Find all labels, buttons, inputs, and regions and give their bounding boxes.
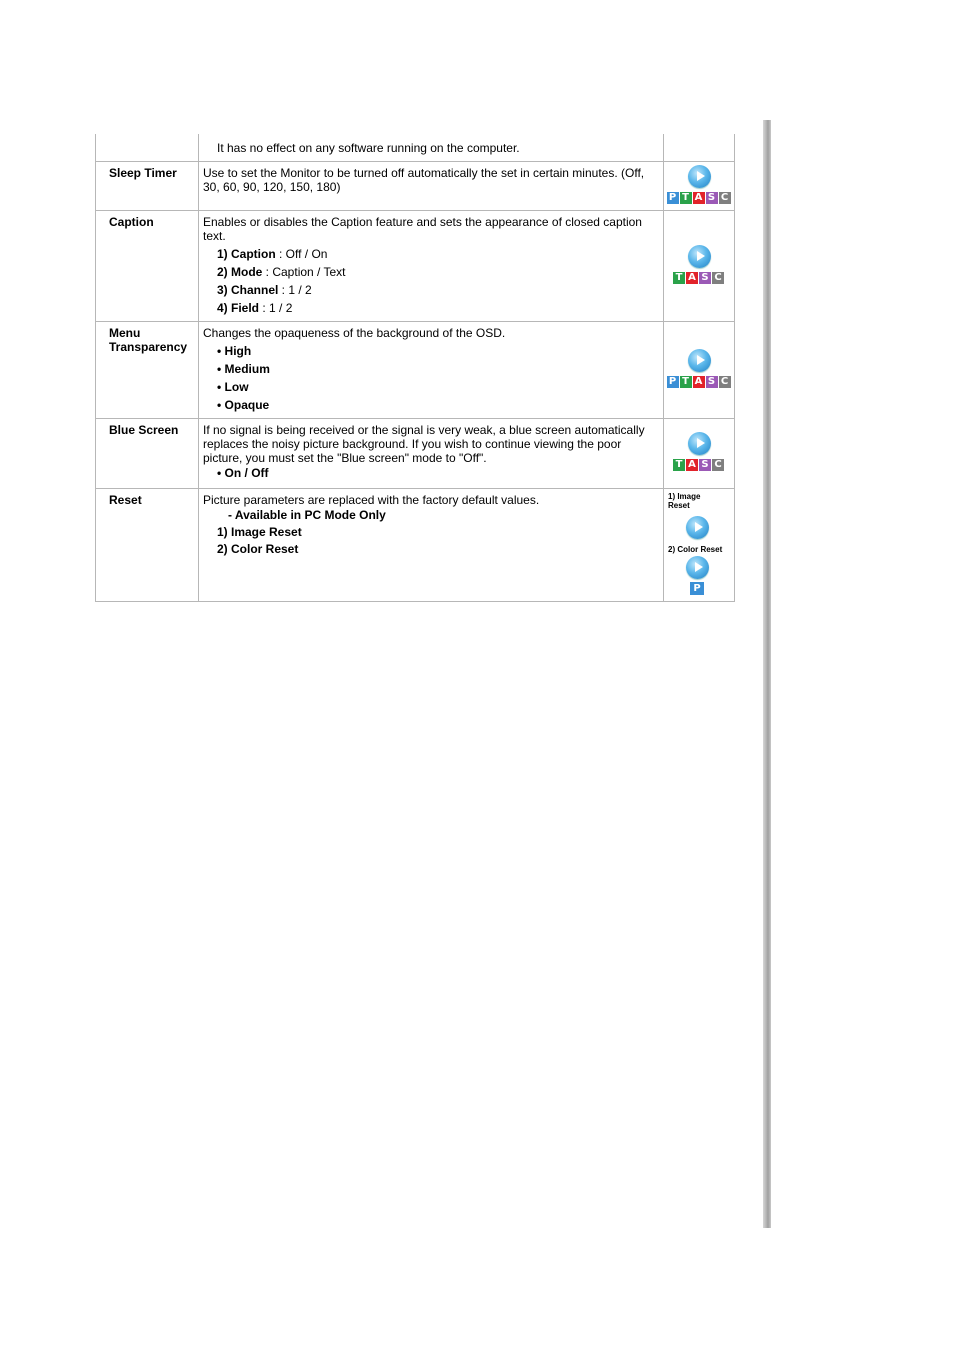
list-item: • High [217,343,252,358]
icon-cell [664,418,735,488]
icon-cell [664,210,735,321]
setting-name-reset: Reset [96,488,199,601]
setting-desc-caption [199,210,664,321]
continued-text: It has no effect on any software running on the computer. [217,141,520,155]
table-row [96,134,735,161]
blue-screen-options [203,465,659,481]
mode-badges-icon: P T A S C [666,376,732,391]
setting-name-caption: Caption [96,210,199,321]
play-icon[interactable] [686,516,709,539]
setting-name-menu-transparency: Menu Transparency [96,321,199,418]
transparency-desc: Changes the opaqueness of the background of the OSD. [203,325,506,340]
play-icon[interactable] [688,432,711,455]
table-row [96,418,735,488]
table-row [96,321,735,418]
table-row [96,210,735,321]
play-icon[interactable] [688,349,711,372]
play-icon[interactable] [688,165,711,188]
setting-desc-sleep-timer: Use to set the Monitor to be turned off automatically the set in certain minutes. (Off, 30, 60, 90, 120, 150, 180) [199,161,664,210]
list-item: • Low [217,379,249,394]
reset-options [203,524,659,558]
icon-cell [664,134,735,161]
name-cell [96,134,199,161]
page-edge-divider [763,120,771,1228]
table-row [96,161,735,210]
play-icon[interactable] [688,245,711,268]
list-item: • Medium [217,361,270,376]
list-item: • Opaque [217,397,270,412]
reset-desc: Picture parameters are replaced with the factory default values. [203,492,540,507]
setting-name-sleep-timer: Sleep Timer [96,161,199,210]
list-item: 4) Field : 1 / 2 [217,300,293,315]
setting-desc-menu-transparency [199,321,664,418]
setting-desc-blue-screen [199,418,664,488]
transparency-options [203,342,659,414]
image-reset-label: 1) Image Reset [668,491,701,510]
caption-options [203,245,659,317]
icon-cell [664,321,735,418]
caption-desc: Enables or disables the Caption feature and sets the appearance of closed caption text. [203,214,642,243]
mode-badges-icon: T A S C [666,459,732,474]
list-item: 2) Mode : Caption / Text [217,264,346,279]
setting-desc-reset [199,488,664,601]
settings-table [95,134,735,602]
mode-badges-icon: T A S C [666,272,732,287]
icon-cell [664,161,735,210]
description-cell [199,134,664,161]
setting-name-blue-screen: Blue Screen [96,418,199,488]
mode-badges-icon: P T A S C [666,192,732,207]
reset-note: - Available in PC Mode Only [228,507,386,522]
blue-screen-desc: If no signal is being received or the signal is very weak, a blue screen automatically replaces the noisy picture background. If you wish to continue viewing the poor picture, you must set the "Blue screen" mode to "Off". [203,422,645,465]
color-reset-label: 2) Color Reset [668,544,723,554]
play-icon[interactable] [686,556,709,579]
list-item: 3) Channel : 1 / 2 [217,282,312,297]
list-item: 1) Image Reset [217,524,302,539]
mode-badge-p-icon: P [690,582,704,595]
list-item: • On / Off [217,465,269,480]
list-item: 1) Caption : Off / On [217,246,328,261]
icon-cell [664,488,735,601]
list-item: 2) Color Reset [217,541,299,556]
table-row [96,488,735,601]
